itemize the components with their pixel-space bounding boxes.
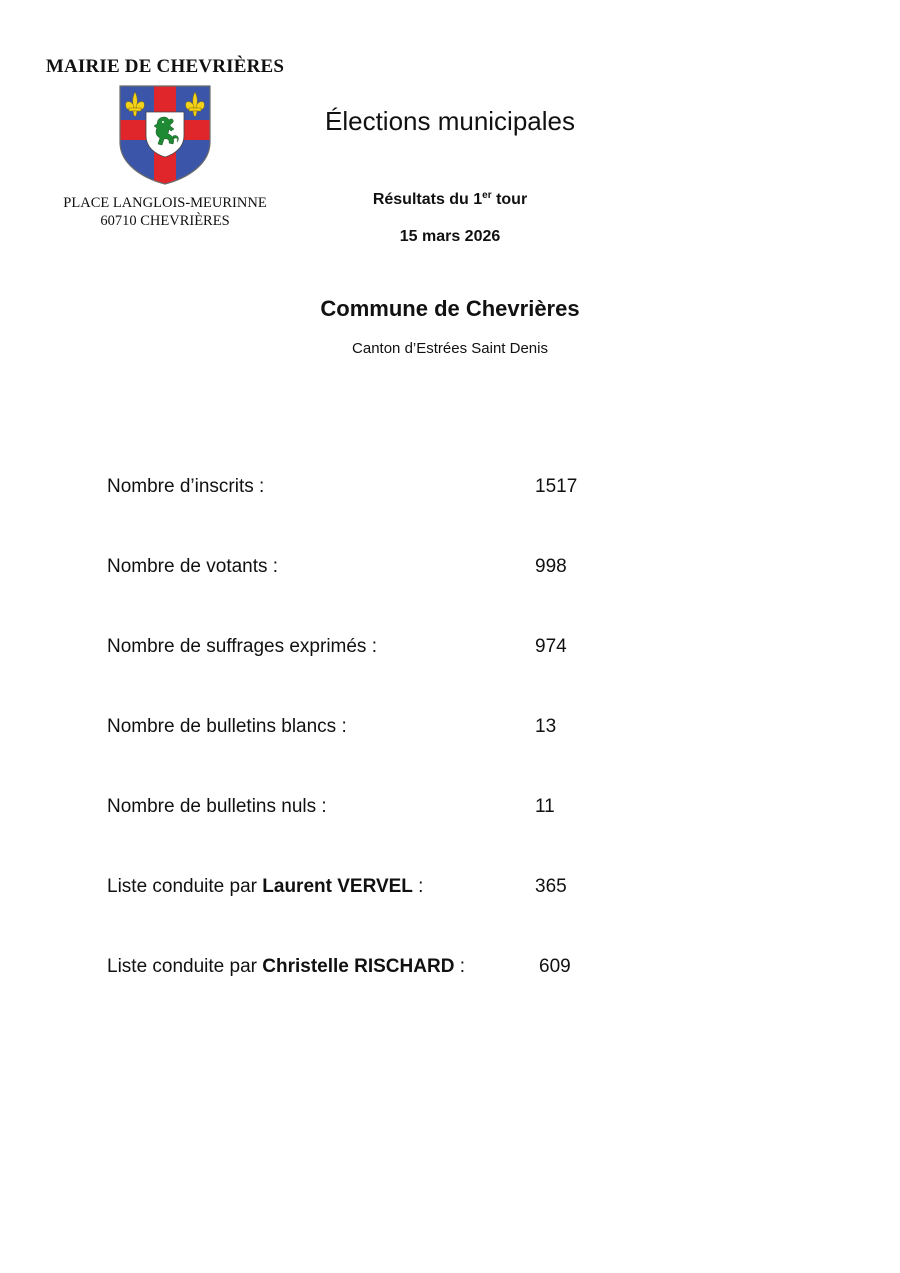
candidate-1-prefix: Liste conduite par <box>107 876 263 897</box>
votants-value: 998 <box>535 556 567 577</box>
results-list <box>107 476 707 1036</box>
candidate-1-label <box>107 876 423 898</box>
results-round-prefix: Résultats du 1 <box>372 191 483 208</box>
votants-label: Nombre de votants : <box>107 556 279 577</box>
exprimes-label: Nombre de suffrages exprimés : <box>107 636 377 657</box>
candidate-1-suffix: : <box>412 876 424 897</box>
address-line-1: PLACE LANGLOIS-MEURINNE <box>63 195 267 211</box>
candidate-2-name: Christelle RISCHARD <box>262 956 455 977</box>
blancs-value: 13 <box>535 716 557 737</box>
candidate-1-name: Laurent VERVEL <box>262 876 413 897</box>
nuls-value: 11 <box>535 796 555 817</box>
coat-of-arms-icon <box>118 84 212 186</box>
result-row-inscrits <box>107 476 707 556</box>
result-row-votants <box>107 556 707 636</box>
commune-title: Commune de Chevrières <box>320 296 580 321</box>
results-round-sup: er <box>482 190 492 201</box>
inscrits-label: Nombre d’inscrits : <box>107 476 265 497</box>
canton-subtitle: Canton d’Estrées Saint Denis <box>352 340 548 357</box>
result-row-nuls <box>107 796 707 876</box>
results-round-suffix: tour <box>491 191 528 208</box>
result-row-exprimes <box>107 636 707 716</box>
candidate-2-value: 609 <box>539 956 571 977</box>
page-title: Élections municipales <box>324 106 575 136</box>
election-date: 15 mars 2026 <box>399 228 501 245</box>
result-row-candidate-1 <box>107 876 707 956</box>
address-line-2: 60710 CHEVRIÈRES <box>100 213 230 229</box>
candidate-2-prefix: Liste conduite par <box>107 956 263 977</box>
nuls-label: Nombre de bulletins nuls : <box>107 796 327 817</box>
exprimes-value: 974 <box>535 636 567 657</box>
results-round <box>250 190 650 209</box>
result-row-candidate-2 <box>107 956 707 1036</box>
result-row-blancs <box>107 716 707 796</box>
mairie-name: MAIRIE DE CHEVRIÈRES <box>45 56 285 77</box>
candidate-2-label <box>107 956 465 978</box>
candidate-1-value: 365 <box>535 876 567 897</box>
candidate-2-suffix: : <box>454 956 465 977</box>
inscrits-value: 1517 <box>535 476 578 497</box>
blancs-label: Nombre de bulletins blancs : <box>107 716 347 737</box>
